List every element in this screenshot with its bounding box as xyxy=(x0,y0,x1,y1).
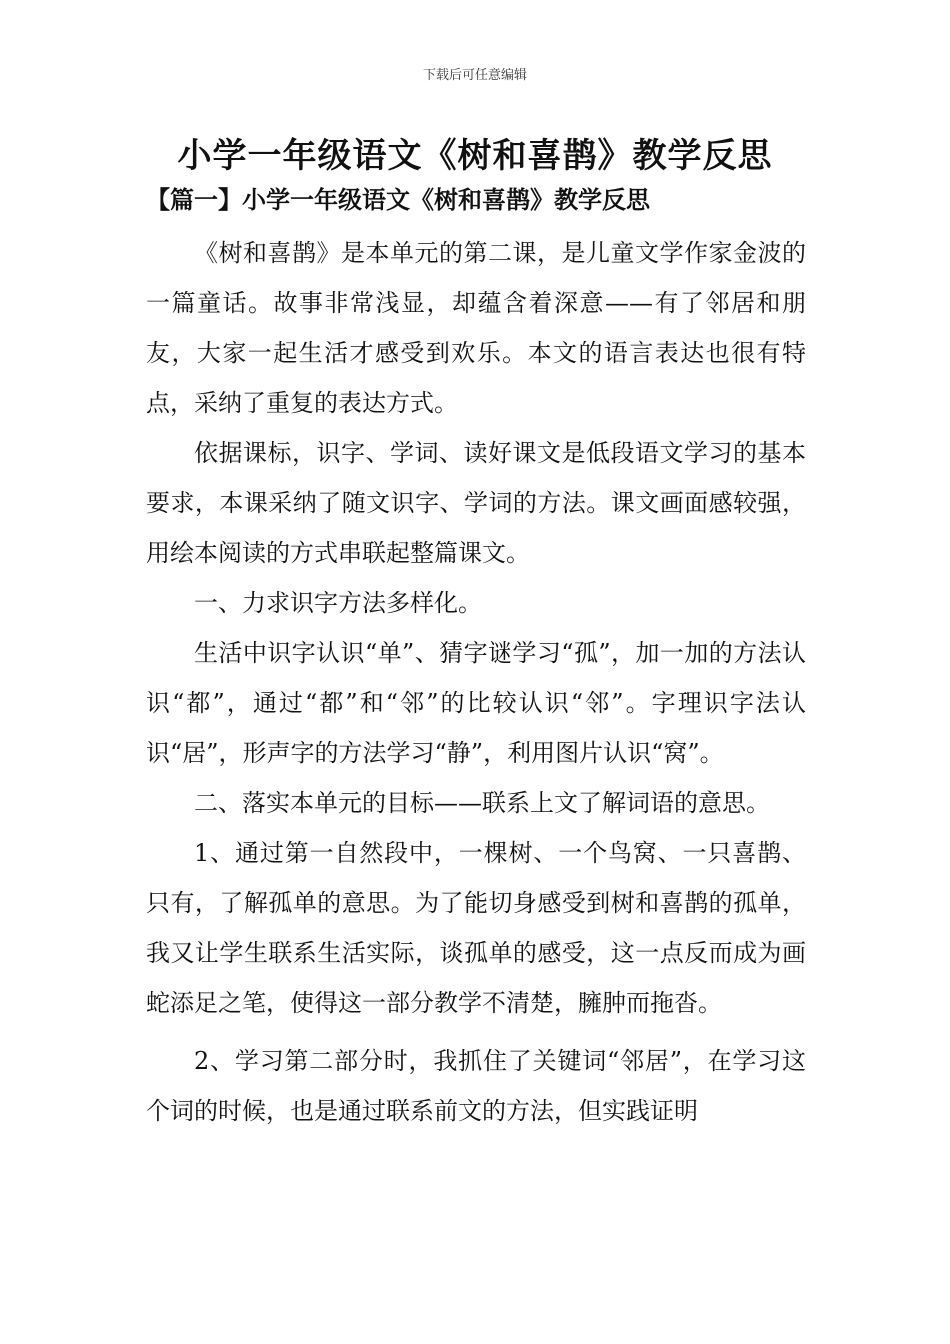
section-heading: 【篇一】小学一年级语文《树和喜鹊》教学反思 xyxy=(146,185,650,214)
paragraph-item-two: 2、学习第二部分时，我抓住了关键词“邻居”，在学习这个词的时候，也是通过联系前文的方法，但实践证明 xyxy=(146,1047,806,1125)
paragraph-curriculum: 依据课标，识字、学词、读好课文是低段语文学习的基本要求，本课采纳了随文识字、学词的方法。课文画面感较强，用绘本阅读的方式串联起整篇课文。 xyxy=(146,439,806,567)
paragraph-intro: 《树和喜鹊》是本单元的第二课，是儿童文学作家金波的一篇童话。故事非常浅显，却蕴含着深意——有了邻居和朋友，大家一起生活才感受到欢乐。本文的语言表达也很有特点，采纳了重复的表达方式。 xyxy=(146,239,806,417)
paragraph-item-one: 1、通过第一自然段中，一棵树、一个鸟窝、一只喜鹊、只有，了解孤单的意思。为了能切身感受到树和喜鹊的孤单，我又让学生联系生活实际，谈孤单的感受，这一点反而成为画蛇添足之笔，使得这一部分教学不清楚，臃肿而拖沓。 xyxy=(146,839,806,1017)
paragraph-point-one-heading: 一、力求识字方法多样化。 xyxy=(194,589,482,617)
paragraph-literacy-methods: 生活中识字认识“单”、猜字谜学习“孤”，加一加的方法认识“都”，通过“都”和“邻”的比较认识“邻”。字理识字法认识“居”，形声字的方法学习“静”，利用图片认识“窝”。 xyxy=(146,639,806,767)
document-title: 小学一年级语文《树和喜鹊》教学反思 xyxy=(177,136,773,176)
page-header-note: 下载后可任意编辑 xyxy=(422,68,527,83)
paragraph-point-two-heading: 二、落实本单元的目标——联系上文了解词语的意思。 xyxy=(194,789,770,817)
document-body xyxy=(146,228,806,1136)
